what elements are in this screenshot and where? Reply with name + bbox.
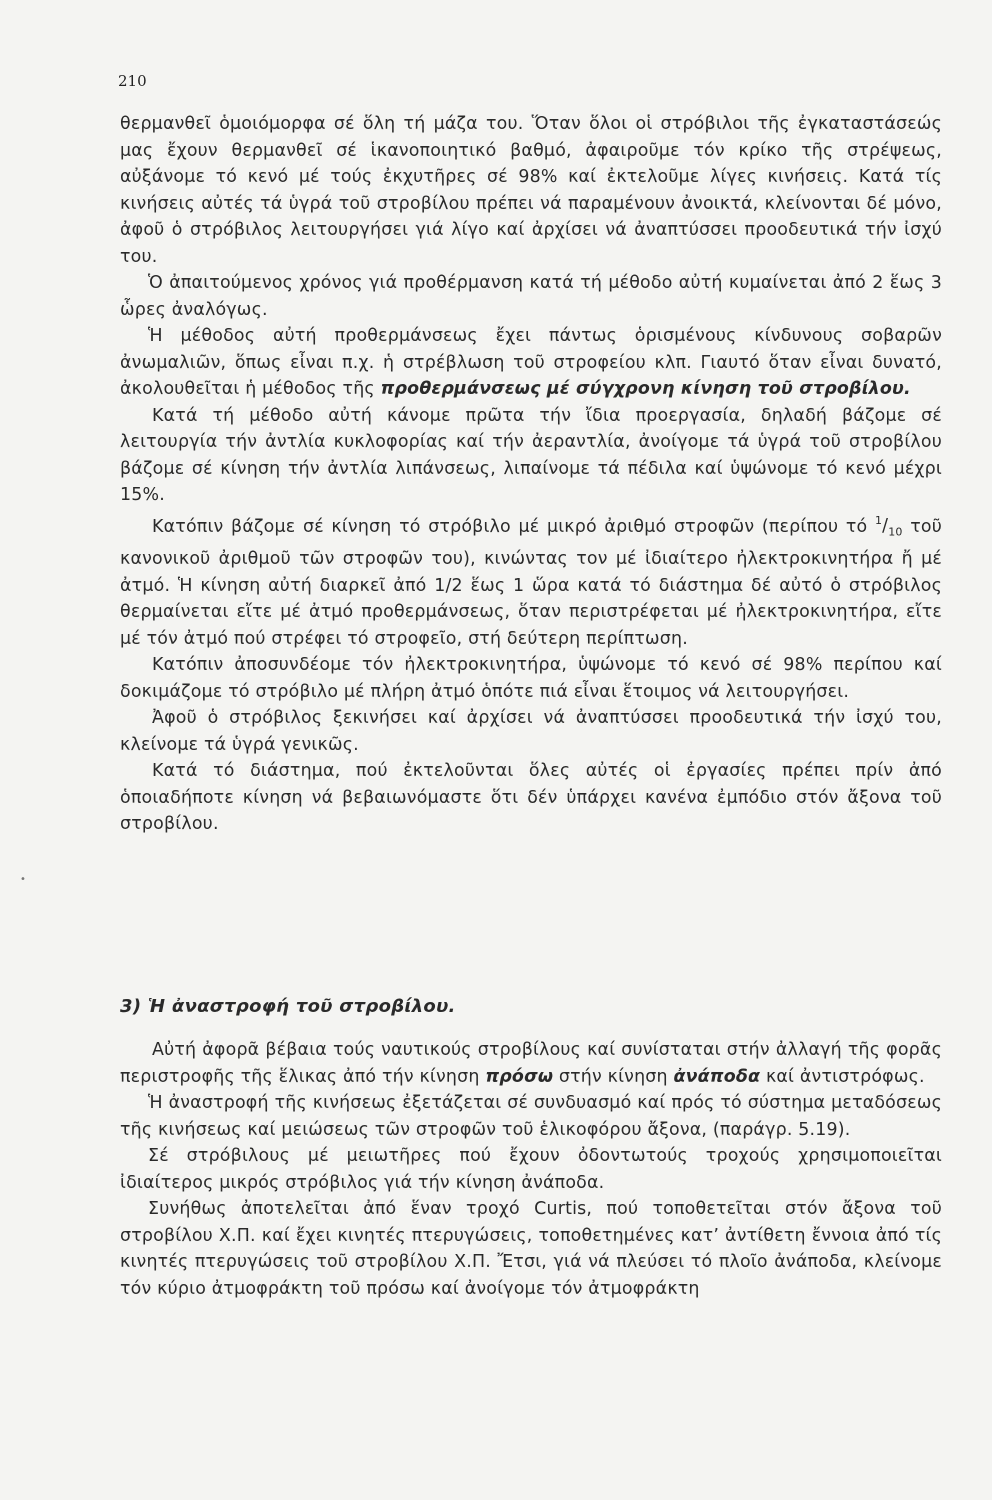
paragraph: Κατά τό διάστημα, πού ἐκτελοῦνται ὅλες αὐτές οἱ ἐργασίες πρέπει πρίν ἀπό ὁποιαδήποτε κίνηση νά βεβαιωνόμαστε ὅτι δέν ὑπάρχει κανένα ἐμπόδιο στόν ἄξονα τοῦ στροβίλου. [120,761,942,835]
paragraph: Ὁ ἀπαιτούμενος χρόνος γιά προθέρμανση κατά τή μέθοδο αὐτή κυμαίνεται ἀπό 2 ἕως 3 ὧρες ἀναλόγως. [120,273,942,320]
paragraph: Σέ στρόβιλους μέ μειωτῆρες πού ἔχουν ὀδοντωτούς τροχούς χρησιμοποιεῖται ἰδιαίτερος μικρός στρόβιλος γιά τήν κίνηση ἀνάποδα. [120,1146,942,1193]
paragraph: Συνήθως ἀποτελεῖται ἀπό ἕναν τροχό Curtis, πού τοποθετεῖται στόν ἄξονα τοῦ στροβίλου Χ.Π. καί ἔχει κινητές πτερυγώσεις, τοποθετημένες κατ’ ἀντίθετη ἔννοια ἀπό τίς κινητές πτερυγώσεις τοῦ στροβίλου Χ.Π. Ἔτσι, γιά νά πλεύσει τό πλοῖο ἀνάποδα, κλείνομε τόν κύριο ἀτμοφράκτη τοῦ πρόσω καί ἀνοίγομε τόν ἀτμοφράκτη [120,1199,942,1299]
paragraph [120,323,942,403]
paragraph: Ἀφοῦ ὁ στρόβιλος ξεκινήσει καί ἀρχίσει νά ἀναπτύσσει προοδευτικά τήν ἰσχύ του, κλείνομε τά ὑγρά γενικῶς. [120,708,942,755]
paragraph [120,509,942,653]
paragraph-text: Κατόπιν βάζομε σέ κίνηση τό στρόβιλο μέ μικρό ἀριθμό στροφῶν (περίπου τό [152,516,868,537]
paragraph [120,1037,942,1090]
emphasis-term: προθερμάνσεως μέ σύγχρονη κίνηση τοῦ στροβίλου. [380,379,911,399]
body-text-block-1 [120,111,942,838]
body-text-block-2 [120,1037,942,1302]
paragraph-text: καί ἀντιστρόφως. [760,1066,925,1087]
paragraph: Κατά τή μέθοδο αὐτή κάνομε πρῶτα τήν ἴδια προεργασία, δηλαδή βάζομε σέ λειτουργία τήν ἀντλία κυκλοφορίας καί τήν ἀεραντλία, ἀνοίγομε τά ὑγρά τοῦ στροβίλου βάζομε σέ κίνηση τήν ἀντλία λιπάνσεως, λιπαίνομε τά πέδιλα καί ὑψώνομε τό κενό μέχρι 15%. [120,405,942,505]
paragraph-text: τοῦ κανονικοῦ ἀριθμοῦ τῶν στροφῶν του), κινώντας τον μέ ἰδιαίτερο ἠλεκτροκινητήρα ἤ μέ ἀτμό. Ἡ κίνηση αὐτή διαρκεῖ ἀπό 1/2 ἕως 1 ὥρα κατά τό διάστημα δέ αὐτό ὁ στρόβιλος θερμαίνεται εἴτε μέ ἀτμό προθερμάνσεως, ὅταν περιστρέφεται μέ ἠλεκτροκινητήρα, εἴτε μέ τόν ἀτμό πού στρέφει τό στροφεῖο, στή δεύτερη περίπτωση. [120,516,942,649]
paragraph: Ἡ ἀναστροφή τῆς κινήσεως ἐξετάζεται σέ συνδυασμό καί πρός τό σύστημα μεταδόσεως τῆς κινήσεως καί μειώσεως τῶν στροφῶν τοῦ ἑλικοφόρου ἄξονα, (παράγρ. 5.19). [120,1093,942,1140]
paragraph-text: Ἡ μέθοδος αὐτή προθερμάνσεως ἔχει πάντως ὁρισμένους κίνδυνους σοβαρῶν ἀνωμαλιῶν, ὅπως εἶναι π.χ. ἡ στρέβλωση τοῦ στροφείου κλπ. Γιαυτό ὅταν εἶναι δυνατό, ἀκολουθεῖται ἡ μέθοδος τῆς [120,326,942,399]
paragraph-text: Αὐτή ἀφορᾶ βέβαια τούς ναυτικούς στροβίλους καί συνίσταται στήν ἀλλαγή τῆς φορᾶς περιστροφῆς τῆς ἕλικας ἀπό τήν κίνηση [120,1040,942,1087]
section-heading: 3) Ἡ ἀναστροφή τοῦ στροβίλου. [120,996,456,1017]
paragraph-text: στήν κίνηση [553,1066,674,1087]
page-number: 210 [118,72,147,90]
fraction-denominator: 10 [888,525,903,539]
fraction-numerator: 1 [874,514,883,528]
emphasis-term: ἀνάποδα [673,1066,761,1087]
paragraph: Κατόπιν ἀποσυνδέομε τόν ἠλεκτροκινητήρα, ὑψώνομε τό κενό σέ 98% περίπου καί δοκιμάζομε τό στρόβιλο μέ πλήρη ἀτμό ὁπότε πιά εἶναι ἕτοιμος νά λειτουργήσει. [120,655,942,702]
paragraph: θερμανθεῖ ὁμοιόμορφα σέ ὅλη τή μάζα του. Ὅταν ὅλοι οἱ στρόβιλοι τῆς ἐγκαταστάσεώς μας ἔχουν θερμανθεῖ σέ ἱκανοποιητικό βαθμό, ἀφαιροῦμε τόν κρίκο τῆς στρέψεως, αὐξάνομε τό κενό μέ τούς ἐκχυτῆρες σέ 98% καί ἐκτελοῦμε λίγες κινήσεις. Κατά τίς κινήσεις αὐτές τά ὑγρά τοῦ στροβίλου πρέπει νά παραμένουν ἀνοικτά, κλείνονται δέ μόνο, ἀφοῦ ὁ στρόβιλος λειτουργήσει γιά λίγο καί ἀρχίσει νά ἀναπτύσσει προοδευτικά τήν ἰσχύ του. [120,114,942,267]
fraction: $^1/_{10}$ [874,514,903,539]
scan-artifact-dot: • [20,874,26,885]
emphasis-term: πρόσω [485,1066,554,1087]
